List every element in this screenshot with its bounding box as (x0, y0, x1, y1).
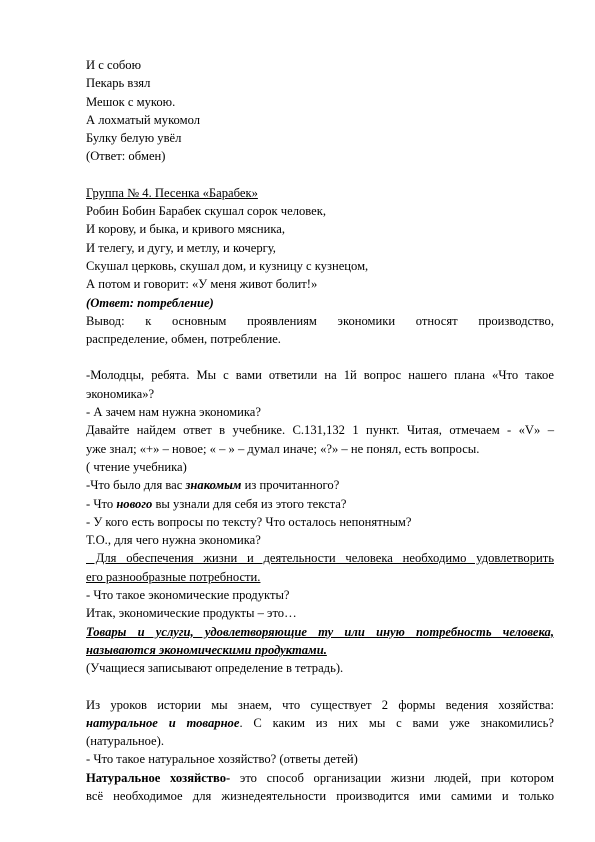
song-line: И корову, и быка, и кривого мясника, (86, 222, 286, 237)
question-line: Т.О., для чего нужна экономика? (86, 533, 261, 548)
summary-line: Итак, экономические продукты – это… (86, 606, 297, 621)
poem-line: Пекарь взял (86, 76, 151, 91)
definition-line (86, 769, 554, 787)
praise-line: экономика»? (86, 386, 155, 401)
emphasis: знакомым (185, 478, 242, 493)
question-line (86, 476, 554, 494)
song-line: И телегу, и дугу, и метлу, и кочергу, (86, 240, 276, 255)
term: Натуральное хозяйство- (86, 770, 231, 785)
poem-answer: (Ответ: обмен) (86, 149, 166, 164)
conclusion-line: Вывод: к основным проявлениям экономики относят производство, (86, 313, 554, 328)
paragraph-text: . С каким из них мы с вами уже знакомились? (239, 715, 554, 730)
song-line: Робин Бобин Барабек скушал сорок человек, (86, 204, 327, 219)
song-line: Скушал церковь, скушал дом, и кузницу с кузнецом, (86, 258, 369, 273)
question-text: - Что (86, 496, 117, 511)
definition-line: всё необходимое для жизнедеятельности производится ими самими и только (86, 788, 554, 803)
song-line: А потом и говорит: «У меня живот болит!» (86, 277, 318, 292)
praise-line: -Молодцы, ребята. Мы с вами ответили на 1й вопрос нашего плана «Что такое (86, 368, 554, 383)
paragraph-line (86, 714, 554, 732)
answer-line: его разнообразные потребности. (86, 569, 261, 584)
poem-line: Булку белую увёл (86, 131, 182, 146)
question-text: -Что было для вас (86, 478, 186, 493)
question-text: вы узнали для себя из этого текста? (152, 496, 347, 511)
question-line (86, 495, 554, 513)
poem-line: Мешок с мукою. (86, 94, 176, 109)
poem-fragment (86, 56, 554, 166)
question-line: - А зачем нам нужна экономика? (86, 405, 261, 420)
paragraph-line: Из уроков истории мы знаем, что существует 2 формы ведения хозяйства: (86, 697, 554, 712)
song-answer: (Ответ: потребление) (86, 295, 214, 310)
definition-line: называются экономическими продуктами. (86, 642, 327, 657)
lesson-section (86, 366, 554, 677)
emphasis: натуральное и товарное (86, 715, 240, 730)
economy-forms-section (86, 696, 554, 806)
paragraph-line: (натуральное). (86, 734, 164, 749)
document-page (86, 56, 554, 805)
question-text: из прочитанного? (241, 478, 340, 493)
spacer (86, 348, 554, 366)
reading-note: ( чтение учебника) (86, 459, 187, 474)
definition-line: Товары и услуги, удовлетворяющие ту или иную потребность человека, (86, 624, 554, 639)
group-heading: Группа № 4. Песенка «Барабек» (86, 185, 258, 200)
note-line: (Учащиеся записывают определение в тетрадь). (86, 661, 344, 676)
poem-line: И с собою (86, 58, 141, 72)
spacer (86, 678, 554, 696)
question-line: - У кого есть вопросы по тексту? Что осталось непонятным? (86, 514, 412, 529)
question-line: - Что такое натуральное хозяйство? (ответы детей) (86, 752, 358, 767)
emphasis: нового (116, 496, 153, 511)
question-line: - Что такое экономические продукты? (86, 588, 290, 603)
instruction-line: Давайте найдем ответ в учебнике. С.131,132 1 пункт. Читая, отмечаем - «V» – (86, 423, 554, 438)
instruction-line: уже знал; «+» – новое; « – » – думал иначе; «?» – не понял, есть вопросы. (86, 441, 480, 456)
definition-text: это способ организации жизни людей, при котором (230, 770, 554, 785)
poem-line: А лохматый мукомол (86, 112, 200, 127)
answer-line: Для обеспечения жизни и деятельности человека необходимо удовлетворить (86, 551, 554, 566)
conclusion-line: распределение, обмен, потребление. (86, 332, 281, 347)
group-4-section (86, 184, 554, 349)
spacer (86, 166, 554, 184)
